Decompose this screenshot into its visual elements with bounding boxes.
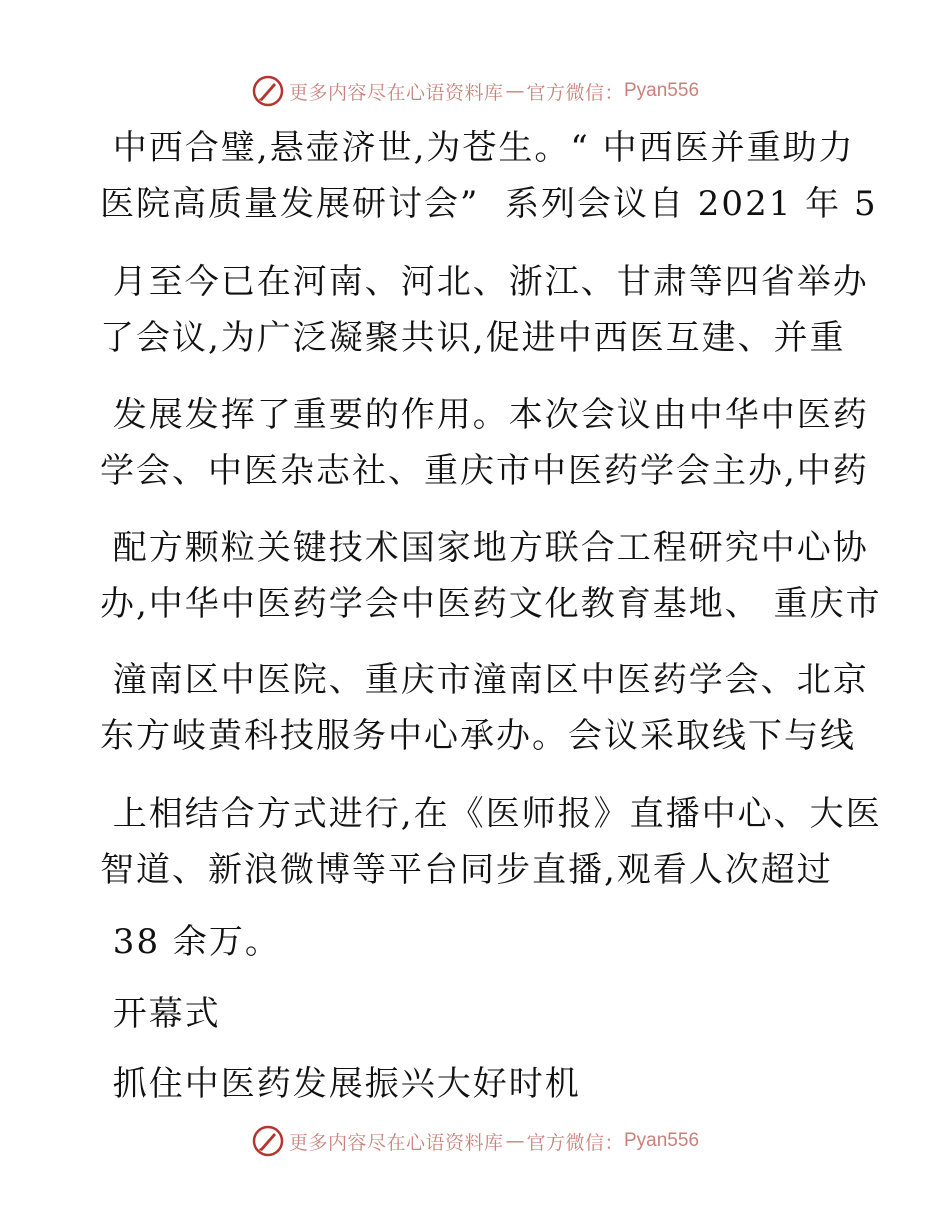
quill-logo-icon [251,1124,285,1158]
body-line: 智道、新浪微博等平台同步直播,观看人次超过 [100,850,833,890]
section-heading: 开幕式 [100,994,221,1034]
watermark-main-text: 更多内容尽在心语资料库 [288,1131,504,1154]
watermark-wechat-id: Pyan556 [624,80,700,101]
section-subheading: 抓住中医药发展振兴大好时机 [100,1064,581,1104]
body-line: 医院高质量发展研讨会” 系列会议自 2021 年 5 [100,184,878,224]
body-line: 38 余万。 [100,922,281,962]
body-line: 潼南区中医院、重庆市潼南区中医药学会、北京 [100,660,869,700]
body-line: 发展发挥了重要的作用。本次会议由中华中医药 [100,395,869,435]
body-line: 东方岐黄科技服务中心承办。会议采取线下与线 [100,716,856,756]
body-line: 月至今已在河南、河北、浙江、甘肃等四省举办 [100,262,869,302]
body-line: 上相结合方式进行,在《医师报》直播中心、大医 [100,794,882,834]
watermark-dash: — [505,1130,525,1152]
watermark-footer [0,1124,950,1158]
watermark-header [0,74,950,108]
watermark-main-text: 更多内容尽在心语资料库 [288,81,504,104]
body-line: 配方颗粒关键技术国家地方联合工程研究中心协 [100,528,869,568]
watermark-label: 官方微信： [526,81,624,104]
body-line: 学会、中医杂志社、重庆市中医药学会主办,中药 [100,451,869,491]
body-line: 了会议,为广泛凝聚共识,促进中西医互建、并重 [100,318,846,358]
watermark-dash: — [505,80,525,102]
quill-logo-icon [251,74,285,108]
body-line: 中西合璧,悬壶济世,为苍生。“ 中西医并重助力 [100,128,855,168]
body-line: 办,中华中医药学会中医药文化教育基地、 重庆市 [100,584,882,624]
watermark-wechat-id: Pyan556 [624,1130,700,1151]
watermark-label: 官方微信： [526,1131,624,1154]
